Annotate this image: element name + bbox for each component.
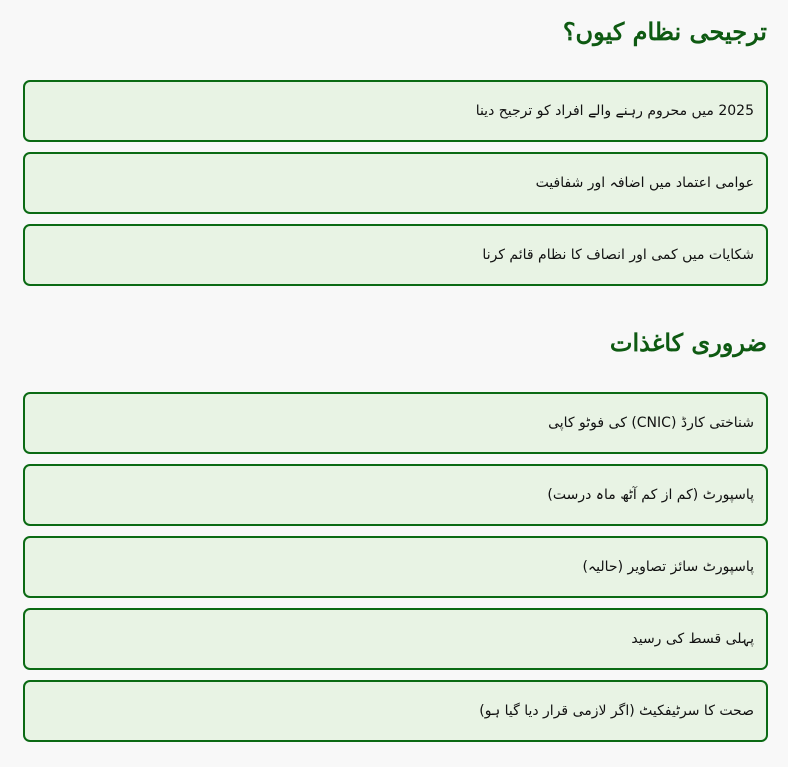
list-item [23, 224, 768, 286]
list-item [23, 80, 768, 142]
list-item [23, 536, 768, 598]
list-item [23, 464, 768, 526]
list-item [23, 392, 768, 454]
list-item-text: شکایات میں کمی اور انصاف کا نظام قائم کرنا [482, 247, 754, 263]
documents-list [23, 392, 768, 752]
list-item-text: پاسپورٹ (کم از کم آٹھ ماہ درست) [547, 487, 754, 503]
list-item [23, 608, 768, 670]
list-item-text: 2025 میں محروم رہنے والے افراد کو ترجیح دینا [475, 103, 754, 119]
list-item [23, 152, 768, 214]
list-item-text: پاسپورٹ سائز تصاویر (حالیہ) [582, 559, 754, 575]
section-title: ترجیحی نظام کیوں؟ [562, 17, 767, 46]
reasons-list [23, 80, 768, 296]
list-item-text: شناختی کارڈ (CNIC) کی فوٹو کاپی [548, 415, 754, 431]
list-item-text: عوامی اعتماد میں اضافہ اور شفافیت [535, 175, 754, 191]
list-item [23, 680, 768, 742]
list-item-text: صحت کا سرٹیفکیٹ (اگر لازمی قرار دیا گیا ہو) [479, 703, 754, 719]
section-title: ضروری کاغذات [609, 328, 767, 357]
list-item-text: پہلی قسط کی رسید [631, 631, 754, 647]
section-why-preferential-system [23, 16, 768, 263]
section-required-documents [23, 327, 768, 719]
